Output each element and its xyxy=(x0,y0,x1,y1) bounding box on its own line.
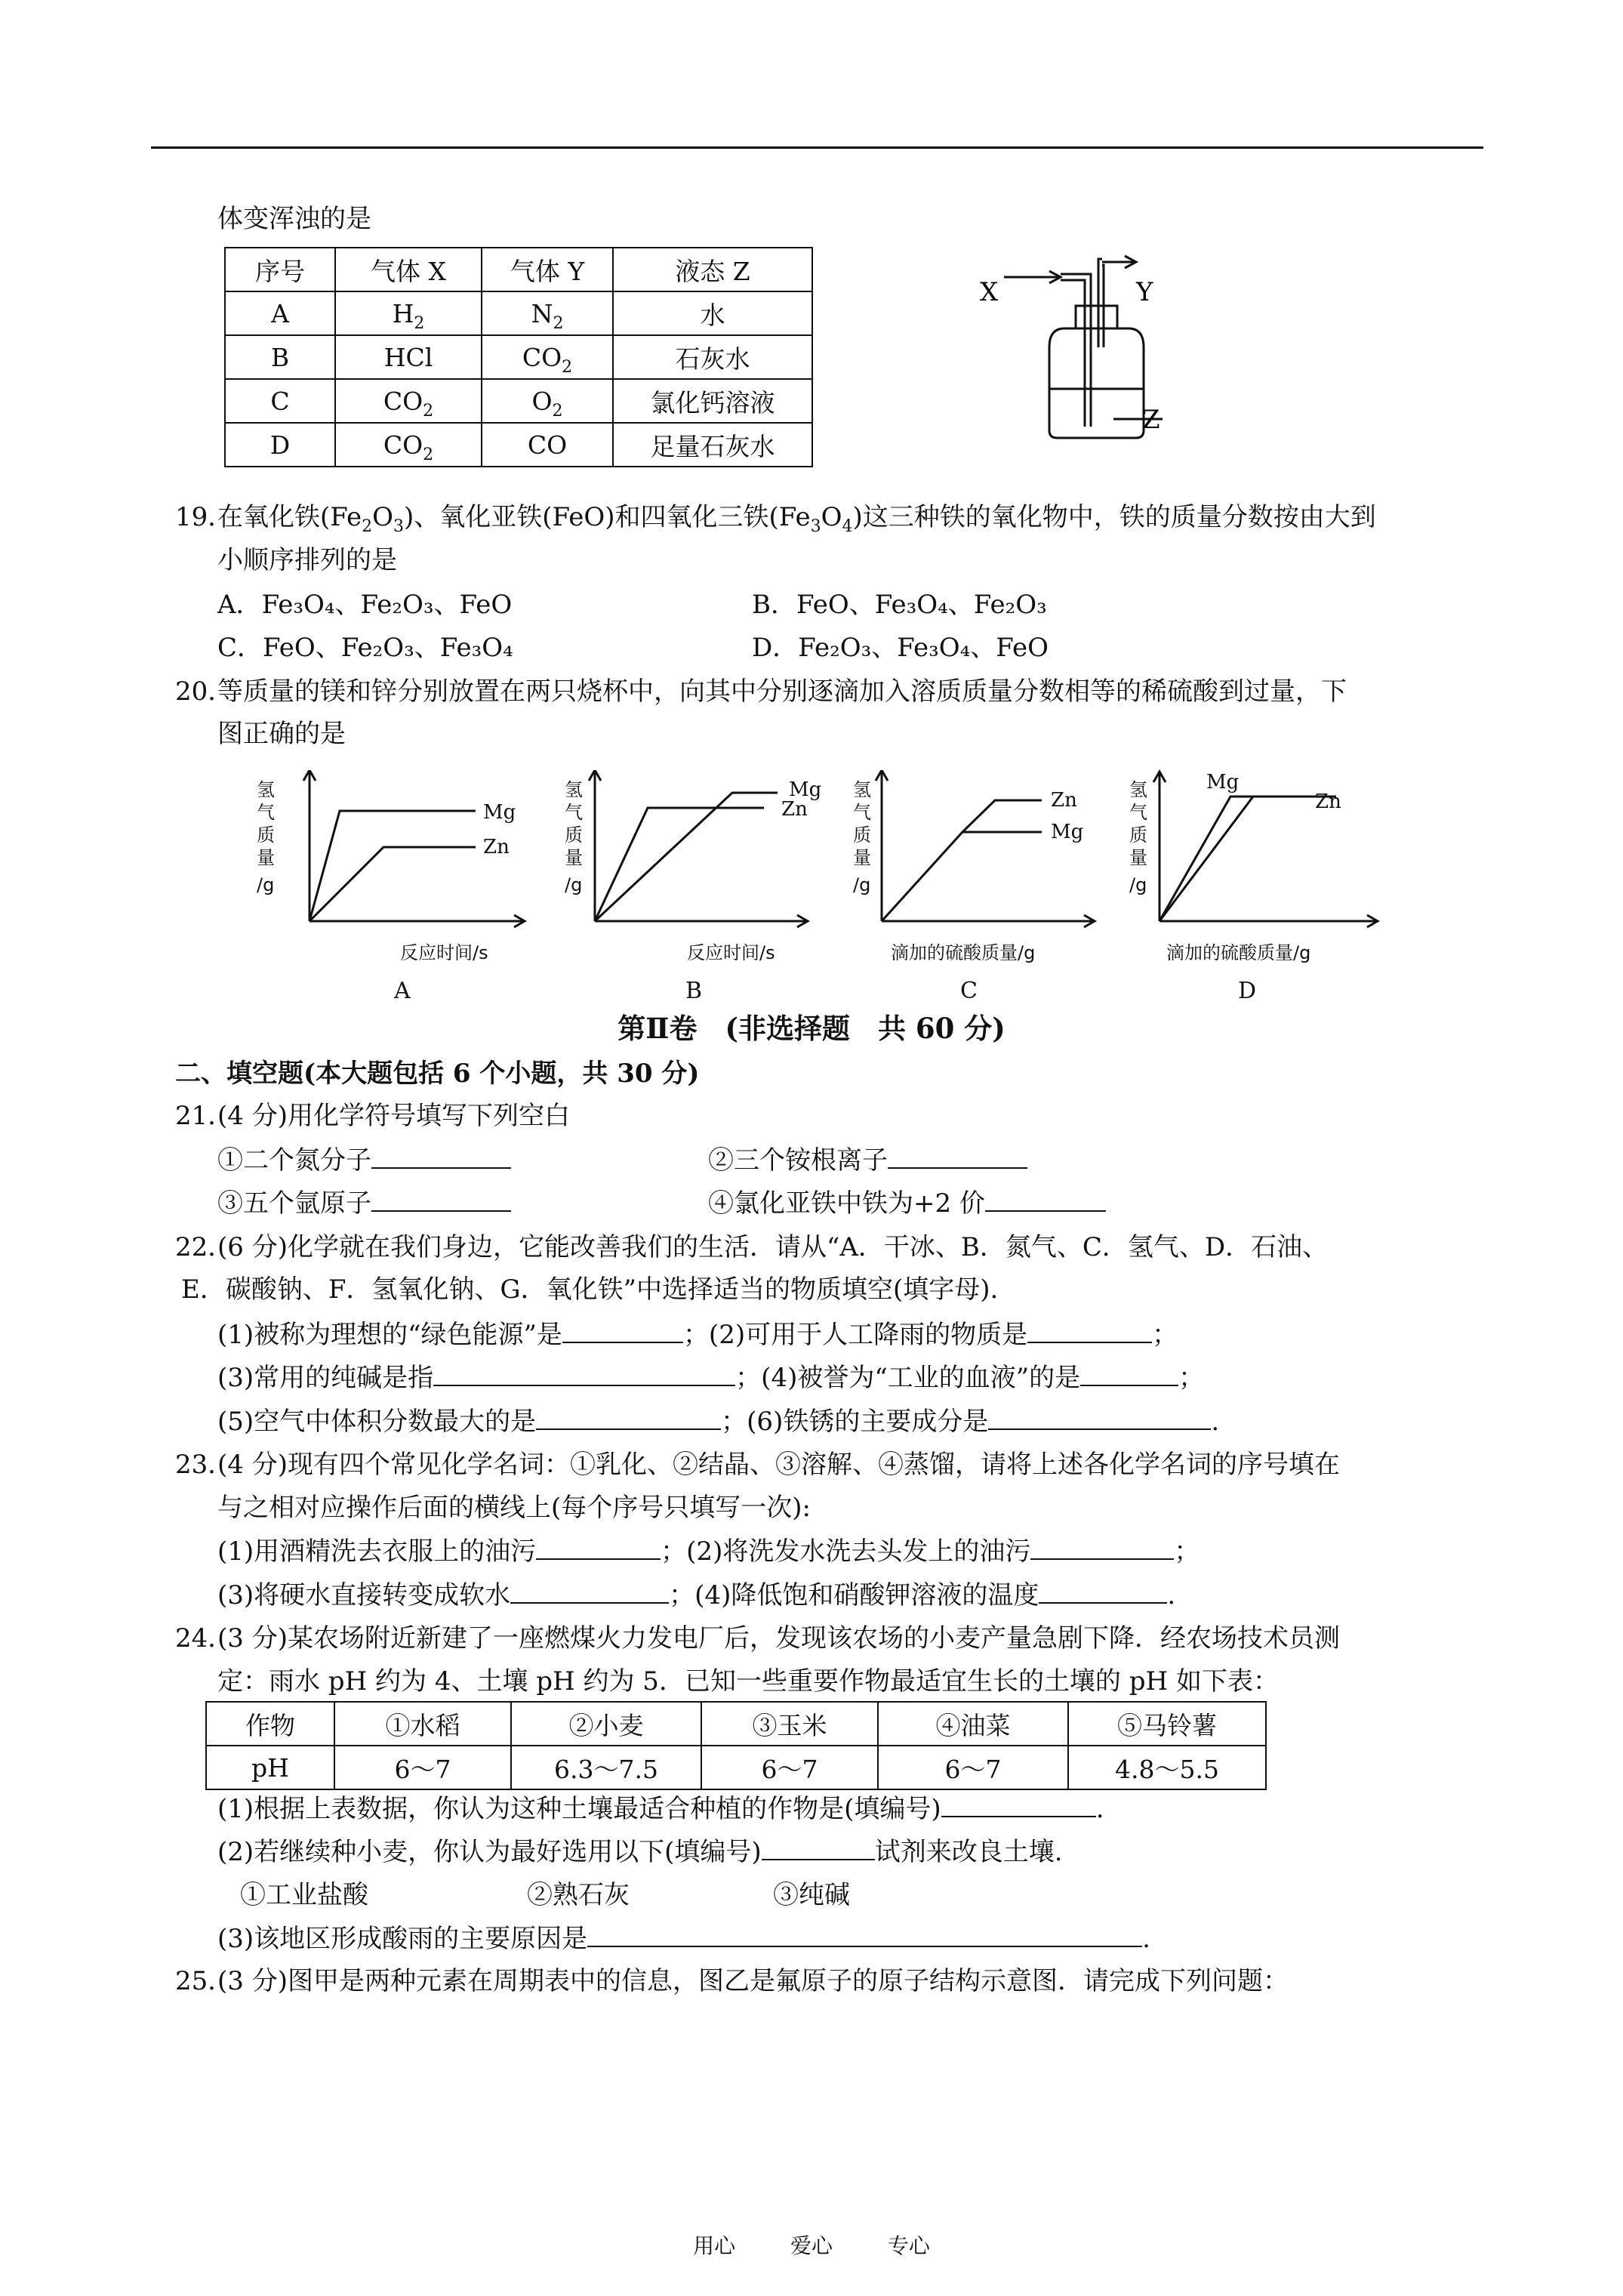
q23-row-2: (3)将硬水直接转变成软水 ；(4)降低饱和硝酸钾溶液的温度 . xyxy=(217,1578,1175,1612)
y-axis-label-char: 氢 xyxy=(1129,779,1147,800)
table-header-cell: ④油菜 xyxy=(878,1702,1068,1746)
y-axis-label-char: /g xyxy=(565,874,583,895)
q20-chart-c xyxy=(830,770,1117,1012)
q19-number: 19． xyxy=(175,502,234,532)
page-footer xyxy=(0,2230,1623,2260)
answer-blank[interactable] xyxy=(1030,1534,1174,1560)
footer-text: 专心 xyxy=(887,2233,930,2258)
table-cell: 6～7 xyxy=(701,1746,878,1789)
answer-blank[interactable] xyxy=(536,1534,661,1560)
q24-option-2: ②熟石灰 xyxy=(527,1880,630,1910)
q24-option-1: ①工业盐酸 xyxy=(240,1880,368,1910)
table-row xyxy=(225,335,812,379)
table-row xyxy=(206,1746,1266,1789)
table-cell: 6～7 xyxy=(334,1746,511,1789)
answer-blank[interactable] xyxy=(1027,1318,1152,1343)
series-line-mg xyxy=(1160,797,1336,921)
section-heading: 二、填空题(本大题包括 6 个小题，共 30 分) xyxy=(175,1059,700,1089)
apparatus-label-x: X xyxy=(980,277,999,307)
apparatus-label-z: Z xyxy=(1142,405,1160,435)
table-cell: C xyxy=(225,379,335,423)
q19-stem-line1: 在氧化铁$(Fe_2O_3)$、氧化亚铁(FeO)和四氧化三铁$(Fe_3O_4)$这三种铁的氧化物中，铁的质量分数按由大到 xyxy=(217,502,1376,536)
table-cell: CO xyxy=(482,423,613,467)
table-cell: A xyxy=(225,291,335,335)
table-header-cell: ③玉米 xyxy=(701,1702,878,1746)
y-axis-label-char: 量 xyxy=(853,847,871,868)
q21-item-2: ②三个铵根离子 xyxy=(708,1143,1027,1177)
q22-row-1: (1)被称为理想的“绿色能源”是 ；(2)可用于人工降雨的物质是 ； xyxy=(217,1318,1178,1351)
q25-number: 25． xyxy=(175,1966,234,1996)
header-rule xyxy=(151,146,1483,149)
y-axis-label-char: 质 xyxy=(257,824,275,846)
q22-number: 22． xyxy=(175,1232,234,1262)
y-axis-label-char: 量 xyxy=(1129,847,1147,868)
q24-sub-3: (3)该地区形成酸雨的主要原因是 . xyxy=(217,1922,1150,1955)
table-cell: $N_2$ xyxy=(482,291,613,335)
y-axis-label-char: 量 xyxy=(257,847,275,868)
y-axis-label-char: 质 xyxy=(565,824,583,846)
y-axis-label-char: 质 xyxy=(853,824,871,846)
y-axis-label-char: 氢 xyxy=(257,779,275,800)
table-cell: HCl xyxy=(335,335,482,379)
series-line-zn xyxy=(1160,797,1253,921)
table-header-cell: ⑤马铃薯 xyxy=(1068,1702,1266,1746)
answer-blank[interactable] xyxy=(562,1318,683,1343)
table-header-cell: 气体 X xyxy=(335,248,482,291)
gas-bottle-apparatus xyxy=(974,245,1170,445)
apparatus-label-y: Y xyxy=(1136,277,1153,307)
q22-stem-line2: E．碳酸钠、F．氢氧化钠、G．氧化铁”中选择适当的物质填空(填字母). xyxy=(181,1274,999,1305)
q20-chart-b xyxy=(544,770,830,1012)
series-label-mg: Mg xyxy=(483,801,516,824)
x-axis-label: 反应时间/s xyxy=(400,942,488,963)
chart-letter: B xyxy=(685,978,703,1004)
q19-option-d[interactable]: D．Fe₂O₃、Fe₃O₄、FeO xyxy=(752,633,1049,663)
table-cell: $CO_2$ xyxy=(482,335,613,379)
q24-option-3: ③纯碱 xyxy=(773,1880,850,1910)
series-label-mg: Mg xyxy=(1051,821,1084,843)
q20-chart-d xyxy=(1117,763,1404,1012)
q21-stem: (4 分)用化学符号填写下列空白 xyxy=(217,1101,570,1131)
table-header-cell: 作物 xyxy=(206,1702,334,1746)
table-cell: 4.8～5.5 xyxy=(1068,1746,1266,1789)
y-axis-label-char: 量 xyxy=(565,847,583,868)
y-axis-label-char: /g xyxy=(853,874,871,895)
answer-blank[interactable] xyxy=(941,1792,1096,1817)
q23-stem-line2: 与之相对应操作后面的横线上(每个序号只填写一次): xyxy=(217,1493,811,1523)
series-line-zn xyxy=(310,847,476,921)
table-cell: 足量石灰水 xyxy=(613,423,812,467)
q20-number: 20． xyxy=(175,676,234,707)
q18-intro: 体变浑浊的是 xyxy=(217,204,371,234)
y-axis-label-char: /g xyxy=(1129,874,1147,895)
q22-row-2: (3)常用的纯碱是指 ；(4)被誉为“工业的血液”的是 ； xyxy=(217,1361,1204,1395)
answer-blank[interactable] xyxy=(536,1404,721,1430)
q22-stem-line1: (6 分)化学就在我们身边，它能改善我们的生活．请从“A．干冰、B．氮气、C．氢气、D．石油、 xyxy=(217,1232,1329,1262)
series-line-zn xyxy=(595,808,764,921)
q24-stem-line1: (3 分)某农场附近新建了一座燃煤火力发电厂后，发现该农场的小麦产量急剧下降．经农场技术员测 xyxy=(217,1623,1340,1653)
q18-table xyxy=(224,247,813,467)
series-label-zn: Zn xyxy=(483,836,510,858)
table-cell: 6～7 xyxy=(878,1746,1068,1789)
table-row xyxy=(225,423,812,467)
q20-stem-line2: 图正确的是 xyxy=(217,719,346,749)
series-label-mg: Mg xyxy=(1206,771,1240,794)
y-axis-label-char: 气 xyxy=(565,802,583,823)
y-axis-label-char: 质 xyxy=(1129,824,1147,846)
table-header-cell: ②小麦 xyxy=(511,1702,701,1746)
footer-text: 爱心 xyxy=(790,2233,833,2258)
answer-blank[interactable] xyxy=(985,1186,1106,1212)
q20-stem-line1: 等质量的镁和锌分别放置在两只烧杯中，向其中分别逐滴加入溶质质量分数相等的稀硫酸到过量，下 xyxy=(217,676,1347,707)
q24-sub-2: (2)若继续种小麦，你认为最好选用以下(填编号) 试剂来改良土壤. xyxy=(217,1835,1063,1869)
table-cell: $CO_2$ xyxy=(335,379,482,423)
q23-number: 23． xyxy=(175,1450,234,1480)
q19-option-a[interactable]: A．Fe₃O₄、Fe₂O₃、FeO xyxy=(217,590,513,620)
series-label-zn: Zn xyxy=(781,798,808,821)
q20-chart-a xyxy=(257,770,544,1012)
table-header-cell: 液态 Z xyxy=(613,248,812,291)
y-axis-label-char: 气 xyxy=(853,802,871,823)
series-label-zn: Zn xyxy=(1315,791,1341,813)
y-axis-label-char: 气 xyxy=(1129,802,1147,823)
table-cell: B xyxy=(225,335,335,379)
series-label-zn: Zn xyxy=(1051,789,1077,812)
x-axis-label: 反应时间/s xyxy=(687,942,775,963)
table-header-cell: ①水稻 xyxy=(334,1702,511,1746)
answer-blank[interactable] xyxy=(1080,1361,1178,1386)
series-line-mg xyxy=(882,832,1042,921)
stopper xyxy=(1076,306,1117,328)
table-header-cell: 序号 xyxy=(225,248,335,291)
q19-stem-line2: 小顺序排列的是 xyxy=(217,545,397,575)
inlet-tube-inner xyxy=(1061,280,1085,427)
answer-blank[interactable] xyxy=(1039,1578,1167,1604)
series-line-mg xyxy=(310,811,476,921)
answer-blank[interactable] xyxy=(371,1143,511,1169)
y-axis-label-char: /g xyxy=(257,874,275,895)
chart-letter: D xyxy=(1238,978,1257,1004)
q21-item-3: ③五个氩原子 xyxy=(217,1186,511,1220)
table-cell: D xyxy=(225,423,335,467)
table-header-cell: 气体 Y xyxy=(482,248,613,291)
answer-blank[interactable] xyxy=(371,1186,511,1212)
table-row xyxy=(225,291,812,335)
q19-option-c[interactable]: C．FeO、Fe₂O₃、Fe₃O₄ xyxy=(217,633,513,663)
part2-title: 第Ⅱ卷 (非选择题 共 60 分) xyxy=(617,1012,1006,1045)
answer-blank[interactable] xyxy=(510,1578,669,1604)
table-cell: $H_2$ xyxy=(335,291,482,335)
q19-option-b[interactable]: B．FeO、Fe₃O₄、Fe₂O₃ xyxy=(752,590,1047,620)
answer-blank[interactable] xyxy=(587,1922,1142,1947)
bottle xyxy=(1049,328,1144,438)
q22-row-3: (5)空气中体积分数最大的是 ；(6)铁锈的主要成分是 . xyxy=(217,1404,1219,1438)
series-label-mg: Mg xyxy=(789,778,822,801)
outlet-tube xyxy=(1098,259,1102,347)
table-cell: 水 xyxy=(613,291,812,335)
chart-letter: C xyxy=(960,978,978,1004)
table-row xyxy=(225,379,812,423)
q24-sub-1: (1)根据上表数据，你认为这种土壤最适合种植的作物是(填编号) . xyxy=(217,1792,1104,1826)
chart-letter: A xyxy=(394,978,411,1004)
footer-text: 用心 xyxy=(693,2233,736,2258)
q24-ph-table xyxy=(205,1701,1267,1790)
series-line-mg xyxy=(595,793,778,921)
table-header-row xyxy=(225,248,812,291)
q24-stem-line2: 定：雨水 pH 约为 4、土壤 pH 约为 5．已知一些重要作物最适宜生长的土壤的 pH 如下表： xyxy=(217,1666,1279,1697)
table-header-row xyxy=(206,1702,1266,1746)
q21-number: 21． xyxy=(175,1101,234,1131)
x-axis-label: 滴加的硫酸质量/g xyxy=(891,942,1036,963)
q21-item-1: ①二个氮分子 xyxy=(217,1143,511,1177)
y-axis-label-char: 气 xyxy=(257,802,275,823)
answer-blank[interactable] xyxy=(433,1361,735,1386)
table-cell: pH xyxy=(206,1746,334,1789)
table-cell: 石灰水 xyxy=(613,335,812,379)
x-axis-label: 滴加的硫酸质量/g xyxy=(1166,942,1311,963)
table-cell: $CO_2$ xyxy=(335,423,482,467)
answer-blank[interactable] xyxy=(888,1143,1027,1169)
q24-number: 24． xyxy=(175,1623,234,1653)
answer-blank[interactable] xyxy=(988,1404,1211,1430)
answer-blank[interactable] xyxy=(762,1835,875,1860)
q23-stem-line1: (4 分)现有四个常见化学名词：①乳化、②结晶、③溶解、④蒸馏，请将上述各化学名词的序号填在 xyxy=(217,1450,1340,1480)
y-axis-label-char: 氢 xyxy=(565,779,583,800)
inlet-tube xyxy=(1061,274,1091,427)
table-cell: $O_2$ xyxy=(482,379,613,423)
series-line-zn xyxy=(962,800,1042,832)
q25-stem: (3 分)图甲是两种元素在周期表中的信息，图乙是氟原子的原子结构示意图．请完成下列问题： xyxy=(217,1966,1289,1996)
y-axis-label-char: 氢 xyxy=(853,779,871,800)
q23-row-1: (1)用酒精洗去衣服上的油污 ；(2)将洗发水洗去头发上的油污 ； xyxy=(217,1534,1200,1568)
table-cell: 6.3～7.5 xyxy=(511,1746,701,1789)
q21-item-4: ④氯化亚铁中铁为+2 价 xyxy=(708,1186,1106,1220)
table-cell: 氯化钙溶液 xyxy=(613,379,812,423)
